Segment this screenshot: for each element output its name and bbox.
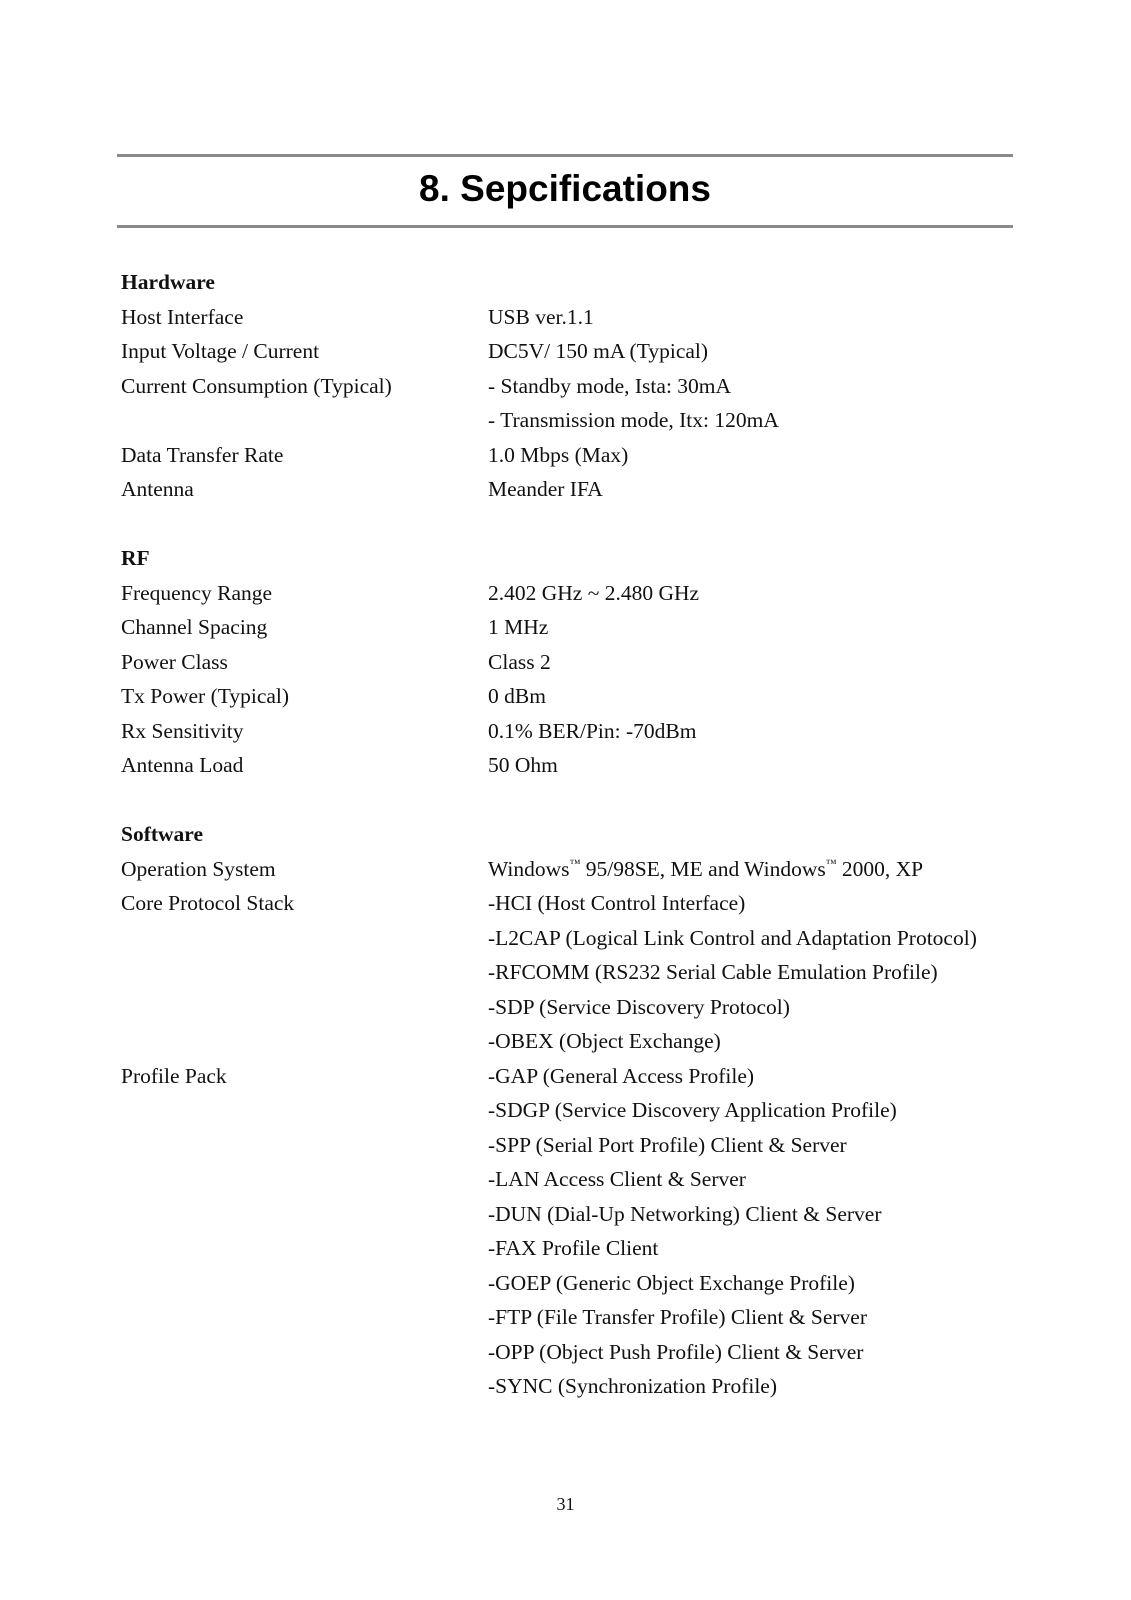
os-text-part1: Windows bbox=[488, 856, 570, 881]
spec-row bbox=[121, 610, 1021, 645]
spec-label: Data Transfer Rate bbox=[121, 442, 284, 467]
spec-row bbox=[121, 472, 1021, 507]
section-heading-rf: RF bbox=[121, 546, 150, 570]
spec-label: Tx Power (Typical) bbox=[121, 684, 290, 708]
spec-value: - Transmission mode, Itx: 120mA bbox=[488, 408, 779, 432]
spec-value: - Standby mode, Ista: 30mA bbox=[488, 373, 732, 398]
title-top-rule bbox=[117, 154, 1013, 157]
spec-label: Antenna Load bbox=[121, 753, 244, 777]
spec-label: Antenna bbox=[121, 477, 194, 501]
profile-item: -LAN Access Client & Server bbox=[488, 1167, 746, 1191]
profile-item: -SYNC (Synchronization Profile) bbox=[488, 1374, 778, 1398]
rf-section bbox=[121, 541, 1021, 783]
spec-row bbox=[121, 714, 1021, 749]
spec-value: 2.402 GHz ~ 2.480 GHz bbox=[488, 580, 700, 605]
spec-value: 1 MHz bbox=[488, 615, 549, 639]
trademark-symbol: ™ bbox=[569, 857, 581, 870]
spec-value: 50 Ohm bbox=[488, 753, 558, 777]
spec-row bbox=[121, 748, 1021, 783]
title-bottom-rule bbox=[117, 225, 1013, 228]
spec-row bbox=[121, 300, 1021, 335]
spec-row bbox=[121, 438, 1021, 473]
profile-item: -GAP (General Access Profile) bbox=[488, 1063, 755, 1088]
spec-value: Class 2 bbox=[488, 649, 551, 674]
spec-value: Meander IFA bbox=[488, 477, 603, 501]
spec-row bbox=[121, 576, 1021, 611]
spec-value: 0.1% BER/Pin: -70dBm bbox=[488, 718, 697, 743]
protocol-item: -SDP (Service Discovery Protocol) bbox=[488, 994, 790, 1019]
profile-item: -FAX Profile Client bbox=[488, 1236, 659, 1260]
profile-item: -OPP (Object Push Profile) Client & Server bbox=[488, 1339, 864, 1364]
hardware-section bbox=[121, 265, 1021, 507]
spec-label: Current Consumption (Typical) bbox=[121, 373, 392, 398]
section-heading-software: Software bbox=[121, 822, 204, 846]
spec-label: Power Class bbox=[121, 649, 228, 674]
spec-row-profile-pack bbox=[121, 1059, 1021, 1404]
spec-value: DC5V/ 150 mA (Typical) bbox=[488, 339, 709, 363]
spec-value: 0 dBm bbox=[488, 684, 546, 708]
spec-value: 1.0 Mbps (Max) bbox=[488, 442, 629, 467]
page-title: 8. Sepcifications bbox=[419, 168, 711, 209]
spec-label: Rx Sensitivity bbox=[121, 718, 244, 743]
profile-item: -FTP (File Transfer Profile) Client & Server bbox=[488, 1305, 868, 1329]
spec-label: Core Protocol Stack bbox=[121, 891, 295, 915]
spec-label: Host Interface bbox=[121, 304, 244, 329]
spec-row-core-protocol-stack bbox=[121, 886, 1021, 1059]
spec-row-operation-system bbox=[121, 852, 1021, 887]
profile-item: -DUN (Dial-Up Networking) Client & Server bbox=[488, 1201, 882, 1226]
spec-value-os bbox=[488, 852, 1021, 887]
profile-item: -SPP (Serial Port Profile) Client & Server bbox=[488, 1132, 847, 1157]
trademark-symbol: ™ bbox=[825, 857, 837, 870]
profile-item: -SDGP (Service Discovery Application Profile) bbox=[488, 1098, 897, 1122]
spec-row bbox=[121, 334, 1021, 369]
page-number: 31 bbox=[556, 1494, 575, 1514]
profile-item: -GOEP (Generic Object Exchange Profile) bbox=[488, 1270, 855, 1295]
spec-value: USB ver.1.1 bbox=[488, 304, 594, 329]
spec-label: Channel Spacing bbox=[121, 615, 268, 639]
section-heading-hardware: Hardware bbox=[121, 270, 215, 294]
spec-row bbox=[121, 645, 1021, 680]
os-text-part2: 95/98SE, ME and Windows bbox=[580, 856, 826, 881]
spec-label: Frequency Range bbox=[121, 580, 273, 605]
spec-row bbox=[121, 369, 1021, 438]
spec-row bbox=[121, 679, 1021, 714]
protocol-item: -OBEX (Object Exchange) bbox=[488, 1029, 721, 1053]
protocol-item: -L2CAP (Logical Link Control and Adaptation Protocol) bbox=[488, 925, 977, 950]
specifications-content bbox=[121, 265, 1021, 1438]
software-section bbox=[121, 817, 1021, 1404]
protocol-item: -HCI (Host Control Interface) bbox=[488, 891, 746, 915]
spec-label: Profile Pack bbox=[121, 1063, 227, 1088]
os-text-part3: 2000, XP bbox=[836, 856, 924, 881]
protocol-item: -RFCOMM (RS232 Serial Cable Emulation Profile) bbox=[488, 960, 938, 984]
spec-label: Operation System bbox=[121, 856, 276, 881]
spec-label: Input Voltage / Current bbox=[121, 339, 320, 363]
